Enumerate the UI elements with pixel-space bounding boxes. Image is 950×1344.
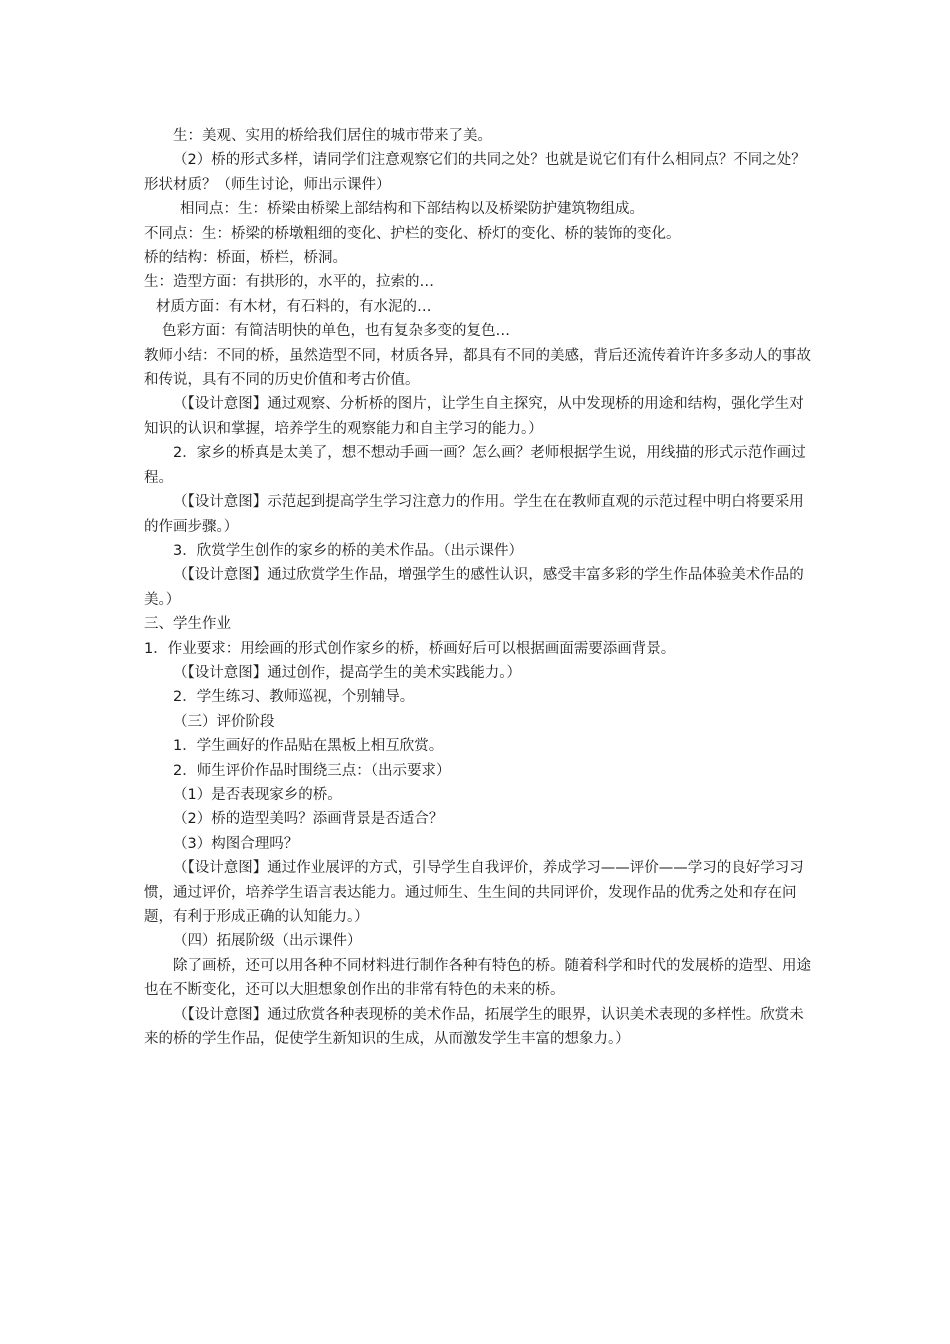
paragraph: 不同点：生：桥梁的桥墩粗细的变化、护栏的变化、桥灯的变化、桥的装饰的变化。 xyxy=(144,225,681,242)
paragraph: （【设计意图】示范起到提高学生学习注意力的作用。学生在在教师直观的示范过程中明白将要采用的作画步骤。） xyxy=(144,494,804,535)
paragraph: （【设计意图】通过观察、分析桥的图片，让学生自主探究，从中发现桥的用途和结构，强化学生对知识的认识和掌握，培养学生的观察能力和自主学习的能力。） xyxy=(144,396,804,437)
paragraph: 生：造型方面：有拱形的，水平的，拉索的… xyxy=(144,274,434,291)
section-heading: 三、学生作业 xyxy=(144,616,231,633)
section-heading: （三）评价阶段 xyxy=(173,713,275,730)
paragraph: （2）桥的形式多样，请同学们注意观察它们的共同之处？也就是说它们有什么相同点？不同之处？形状材质？（师生讨论，师出示课件） xyxy=(144,152,806,193)
list-item: （2）桥的造型美吗？添画背景是否适合？ xyxy=(173,811,444,828)
paragraph: （【设计意图】通过创作，提高学生的美术实践能力。） xyxy=(173,664,521,681)
document-body xyxy=(144,124,814,1051)
list-item: （3）构图合理吗？ xyxy=(173,835,299,852)
paragraph: （【设计意图】通过欣赏各种表现桥的美术作品，拓展学生的眼界，认识美术表现的多样性。欣赏未来的桥的学生作品，促使学生新知识的生成，从而激发学生丰富的想象力。） xyxy=(144,1006,804,1048)
section-heading: （四）拓展阶级（出示课件） xyxy=(173,933,362,950)
paragraph: 材质方面：有木材，有石料的，有水泥的… xyxy=(156,298,432,315)
paragraph: 1．作业要求：用绘画的形式创作家乡的桥，桥画好后可以根据画面需要添画背景。 xyxy=(144,640,676,657)
paragraph: （【设计意图】通过欣赏学生作品，增强学生的感性认识，感受丰富多彩的学生作品体验美术作品的美。） xyxy=(144,567,804,608)
paragraph: 色彩方面：有简洁明快的单色，也有复杂多变的复色… xyxy=(162,323,510,340)
paragraph: 教师小结：不同的桥，虽然造型不同，材质各异，都具有不同的美感，背后还流传着许许多多动人的事故和传说，具有不同的历史价值和考古价值。 xyxy=(144,347,811,389)
list-item: （1）是否表现家乡的桥。 xyxy=(173,786,342,803)
paragraph: 2．师生评价作品时围绕三点：（出示要求） xyxy=(173,762,451,779)
paragraph: 1．学生画好的作品贴在黑板上相互欣赏。 xyxy=(173,738,444,755)
paragraph: 2．家乡的桥真是太美了，想不想动手画一画？怎么画？老师根据学生说，用线描的形式示范作画过程。 xyxy=(144,445,806,486)
paragraph: 生：美观、实用的桥给我们居住的城市带来了美。 xyxy=(173,128,492,144)
paragraph: 3．欣赏学生创作的家乡的桥的美术作品。（出示课件） xyxy=(173,542,523,559)
paragraph: （【设计意图】通过作业展评的方式，引导学生自我评价，养成学习——评价——学习的良好学习习惯，通过评价，培养学生语言表达能力。通过师生、生生间的共同评价，发现作品的优秀之处和存在问题，有利于形成正确的认知能力。） xyxy=(144,860,804,925)
paragraph: 除了画桥，还可以用各种不同材料进行制作各种有特色的桥。随着科学和时代的发展桥的造型、用途也在不断变化，还可以大胆想象创作出的非常有特色的未来的桥。 xyxy=(144,957,811,999)
paragraph: 桥的结构：桥面，桥栏，桥洞。 xyxy=(144,250,347,267)
paragraph: 相同点：生：桥梁由桥梁上部结构和下部结构以及桥梁防护建筑物组成。 xyxy=(180,201,644,218)
paragraph: 2．学生练习、教师巡视，个别辅导。 xyxy=(173,689,415,706)
